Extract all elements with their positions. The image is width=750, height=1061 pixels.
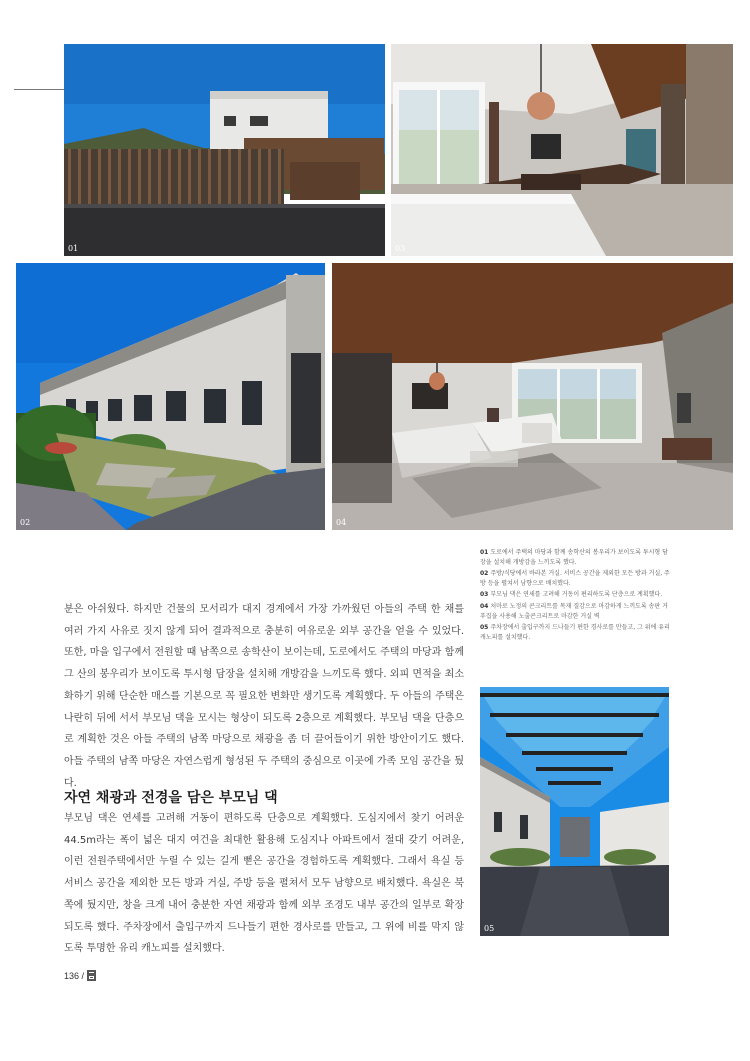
page-number: 136 / <box>64 970 85 981</box>
caption-number: 01 <box>480 549 489 556</box>
article-paragraph-1 <box>64 599 464 794</box>
photo-number: 02 <box>20 518 31 527</box>
article-paragraph-2 <box>64 808 464 960</box>
caption-02 <box>480 569 670 588</box>
section-heading: 자연 채광과 전경을 담은 부모님 댁 <box>64 790 278 806</box>
caption-text: 부모님 댁은 연세를 고려해 거동이 편리하도록 단층으로 계획했다. <box>490 591 663 599</box>
photo-03-interior-dining <box>391 44 733 256</box>
photo-01-exterior-fence <box>64 44 385 256</box>
caption-01 <box>480 548 670 567</box>
photo-number: 01 <box>68 244 79 253</box>
photo-04-living-room <box>332 263 733 530</box>
photo-05-glass-canopy <box>480 687 669 936</box>
caption-04 <box>480 602 670 621</box>
photo-number: 04 <box>336 518 347 527</box>
caption-number: 03 <box>480 591 489 599</box>
caption-text: 주방/식당에서 바라본 거실. 서비스 공간을 제외한 모든 방과 거실, 주방 등을 펼쳐서 남향으로 배치했다. <box>480 570 670 587</box>
caption-text: 처마로 노정의 콘크리트를 목재 질감으로 마감하게 느끼도록 송판 거푸집을 사용해 노출콘크리트로 마감한 거실 벽 <box>480 602 668 620</box>
caption-text: 도로에서 주택의 마당과 함께 송학산의 봉우리가 보이도록 투시형 담장을 설치해 개방감을 느끼도록 했다. <box>480 549 668 566</box>
caption-number: 05 <box>480 624 489 632</box>
caption-number: 02 <box>480 570 489 578</box>
photo-02-exterior-garden <box>16 263 325 530</box>
article-paragraph-1-text: 분은 아쉬웠다. 하지만 건물의 모서리가 대지 경계에서 가장 가까웠던 아들의 주택 한 채를 여러 가지 사유로 짓지 않게 되어 결과적으로 충분히 여유로운 외부 공간을 얻을 수 있었다. 또한, 마을 입구에서 전원할 때 남쪽으로 송학산이 보이는데, 도로에서도 주택의 마당과 함께 그 산의 봉우리가 보이도록 투시형 담장을 설치해 개방감을 느끼도록 했다. 외피 면적을 최소화하기 위해 단순한 매스를 기본으로 꼭 필요한 변화만 생기도록 계획했다. 두 아들의 주택은 나란히 뒤에 서서 부모님 댁을 모시는 형상이 되도록 2층으로 계획했다. 부모님 댁을 단층으로 계획한 것은 아들 주택의 남쪽 마당으로 채광을 좀 더 끌어들이기 위한 방안이기도 했다. 아들 주택의 남쪽 마당은 자연스럽게 형성된 두 주택의 중심으로 이곳에 가족 모임 공간을 뒀다. <box>64 604 464 789</box>
photo-captions <box>480 548 670 644</box>
article-paragraph-2-text: 부모님 댁은 연세를 고려해 거동이 편하도록 단층으로 계획했다. 도심지에서 찾기 어려운 44.5m라는 폭이 넓은 대지 여건을 최대한 활용해 도심지나 아파트에서 절대 갖기 어려운, 이런 전원주택에서만 누릴 수 있는 길게 뻗은 공간을 경험하도록 계획했다. 그래서 욕실 등 서비스 공간을 제외한 모든 방과 거실, 주방 등을 펼쳐서 모두 남향으로 배치했다. 욕실은 북쪽에 뒀지만, 창을 크게 내어 충분한 자연 채광과 함께 외부 조경도 내부 공간의 일부로 확장되도록 했다. 주차장에서 출입구까지 드나들기 편한 경사로를 만들고, 그 위에 비를 막지 않도록 투명한 유리 캐노피를 설치했다. <box>64 813 464 955</box>
photo-number: 05 <box>484 924 495 933</box>
caption-03 <box>480 590 670 600</box>
magazine-logo-icon <box>87 970 96 981</box>
caption-05 <box>480 623 670 642</box>
caption-number: 04 <box>480 602 489 610</box>
page-footer <box>64 970 96 981</box>
photo-number: 03 <box>395 244 406 253</box>
caption-text: 주차장에서 출입구까지 드나들기 편한 경사로를 만들고, 그 위에 유리 캐노피를 설치했다. <box>480 624 670 641</box>
